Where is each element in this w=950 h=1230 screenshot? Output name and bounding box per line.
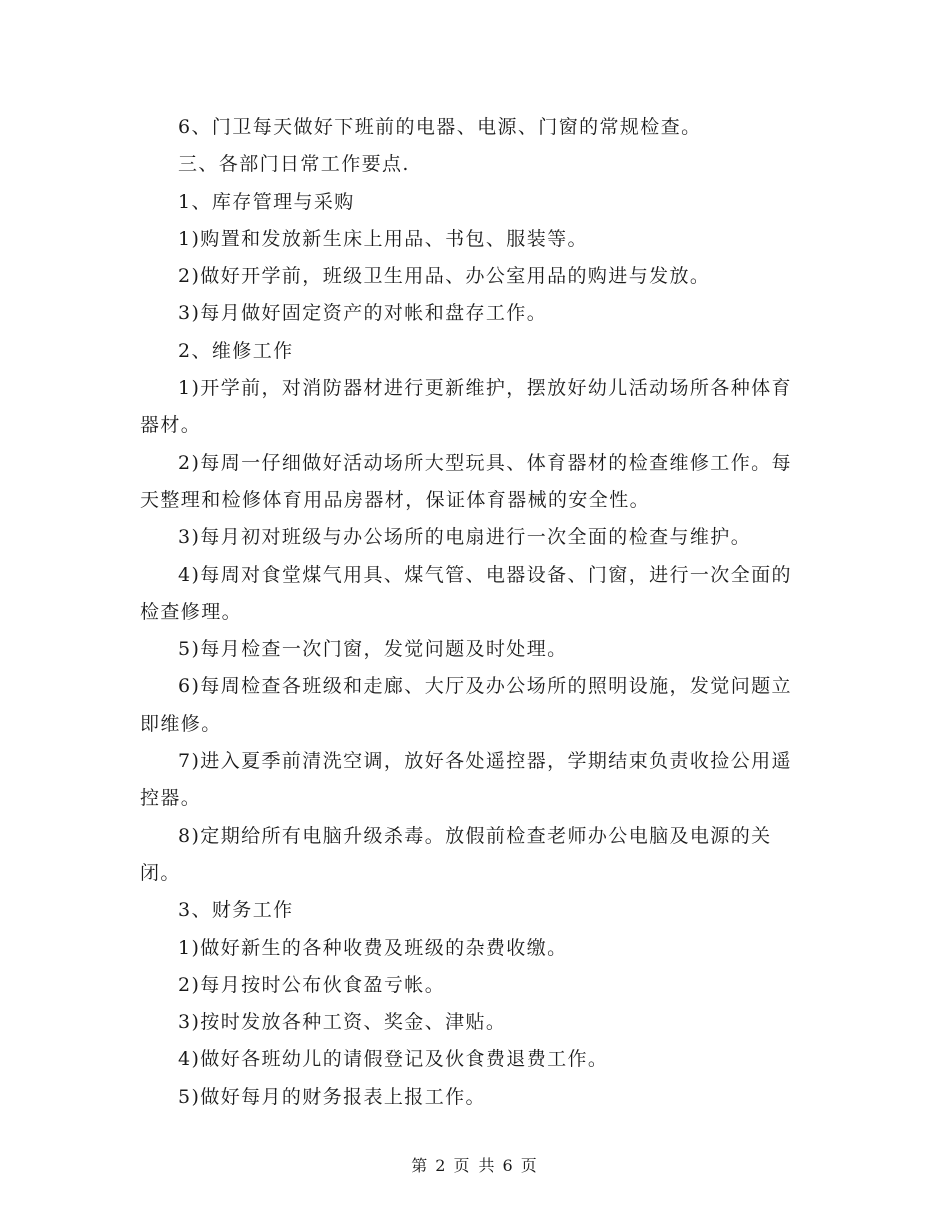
finance-item-2: 2)每月按时公布伙食盈亏帐。 xyxy=(178,973,446,996)
inventory-item-3: 3)每月做好固定资产的对帐和盘存工作。 xyxy=(178,302,548,325)
inventory-item-1: 1)购置和发放新生床上用品、书包、服装等。 xyxy=(178,227,588,250)
subheading-finance: 3、财务工作 xyxy=(178,899,294,922)
section-heading-daily-work: 三、各部门日常工作要点. xyxy=(178,153,410,176)
maintenance-item-2: 2)每周一仔细做好活动场所大型玩具、体育器材的检查维修工作。每天整理和检修体育用品房器材，保证体育器械的安全性。 xyxy=(140,451,792,511)
maintenance-item-5: 5)每月检查一次门窗，发觉问题及时处理。 xyxy=(178,638,568,661)
subheading-maintenance: 2、维修工作 xyxy=(178,339,294,362)
finance-item-4: 4)做好各班幼儿的请假登记及伙食费退费工作。 xyxy=(178,1048,609,1071)
maintenance-item-7: 7)进入夏季前清洗空调，放好各处遥控器，学期结束负责收捡公用遥控器。 xyxy=(140,750,792,810)
footer-total-pages: 6 xyxy=(502,1156,515,1175)
footer-current-page: 2 xyxy=(435,1156,448,1175)
maintenance-item-8: 8)定期给所有电脑升级杀毒。放假前检查老师办公电脑及电源的关闭。 xyxy=(140,824,772,884)
finance-item-1: 1)做好新生的各种收费及班级的杂费收缴。 xyxy=(178,936,568,959)
page-footer xyxy=(0,1153,950,1176)
maintenance-item-3: 3)每月初对班级与办公场所的电扇进行一次全面的检查与维护。 xyxy=(178,526,752,549)
maintenance-item-4: 4)每周对食堂煤气用具、煤气管、电器设备、门窗，进行一次全面的检查修理。 xyxy=(140,563,792,623)
footer-suffix: 页 xyxy=(520,1156,539,1175)
finance-item-5: 5)做好每月的财务报表上报工作。 xyxy=(178,1085,486,1108)
document-body xyxy=(140,109,810,1116)
inventory-item-2: 2)做好开学前，班级卫生用品、办公室用品的购进与发放。 xyxy=(178,265,711,288)
maintenance-item-6: 6)每周检查各班级和走廊、大厅及办公场所的照明设施，发觉问题立即维修。 xyxy=(140,675,792,735)
maintenance-item-1: 1)开学前，对消防器材进行更新维护，摆放好幼儿活动场所各种体育器材。 xyxy=(140,377,792,437)
paragraph-door-guard-check: 6、门卫每天做好下班前的电器、电源、门窗的常规检查。 xyxy=(178,116,702,138)
subheading-inventory: 1、库存管理与采购 xyxy=(178,190,355,213)
footer-prefix: 第 xyxy=(411,1156,430,1175)
finance-item-3: 3)按时发放各种工资、奖金、津贴。 xyxy=(178,1011,507,1034)
footer-middle: 页 共 xyxy=(453,1156,497,1175)
